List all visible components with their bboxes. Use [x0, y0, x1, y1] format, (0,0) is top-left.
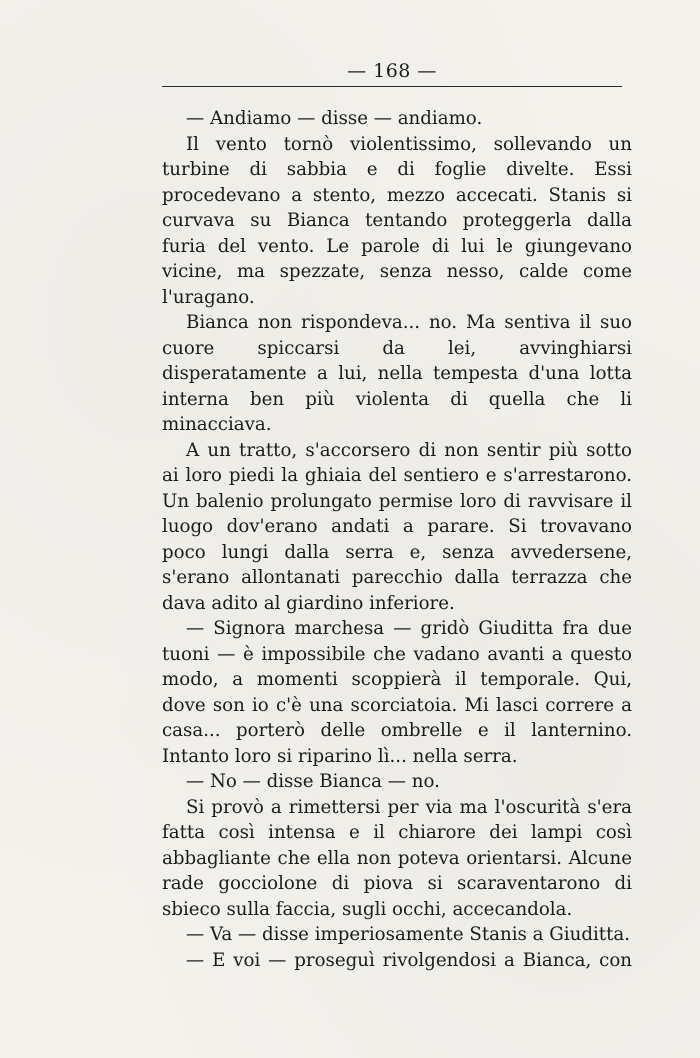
paragraph: — Va — disse imperiosamente Stanis a Giuditta.	[186, 924, 631, 945]
page-number: — 168 —	[347, 60, 437, 82]
paragraph: — E voi — proseguì rivolgendosi a Bianca, con	[186, 949, 632, 971]
paragraph: — Signora marchesa — gridò Giuditta fra due tuoni — è impossibile che vadano avanti a questo modo, a momenti scoppierà il temporale. Qui, dove son io c'è una scorciatoia. Mi lasci correre a casa... porterò delle ombrelle e il lanternino. Intanto loro si riparino lì... nella serra.	[162, 618, 632, 767]
paragraph: Bianca non rispondeva... no. Ma sentiva il suo cuore spiccarsi da lei, avvinghiarsi disperatamente a lui, nella tempesta d'una lotta interna ben più violenta di quella che li minacciava.	[162, 312, 632, 435]
body-text	[162, 106, 632, 973]
paragraph: — Andiamo — disse — andiamo.	[186, 108, 483, 129]
paragraph: — No — disse Bianca — no.	[186, 771, 440, 792]
paragraph: Il vento tornò violentissimo, sollevando un turbine di sabbia e di foglie divelte. Essi procedevano a stento, mezzo accecati. Stanis si curvava su Bianca tentando proteggerla dalla furia del vento. Le parole di lui le giungevano vicine, ma spezzate, senza nesso, calde come l'uragano.	[162, 133, 632, 308]
page-header	[162, 56, 622, 90]
paragraph: Si provò a rimettersi per via ma l'oscurità s'era fatta così intensa e il chiarore dei lampi così abbagliante che ella non poteva orientarsi. Alcune rade gocciolone di piova si scaraventarono di sbieco sulla faccia, sugli occhi, accecandola.	[162, 796, 632, 920]
paragraph: A un tratto, s'accorsero di non sentir più sotto ai loro piedi la ghiaia del sentiero e s'arrestarono. Un balenio prolungato permise loro di ravvisare il luogo dov'erano andati a parare. Si trovavano poco lungi dalla serra e, senza avvedersene, s'erano allontanati parecchio dalla terrazza che dava adito al giardino inferiore.	[162, 439, 632, 614]
header-rule	[162, 86, 622, 87]
